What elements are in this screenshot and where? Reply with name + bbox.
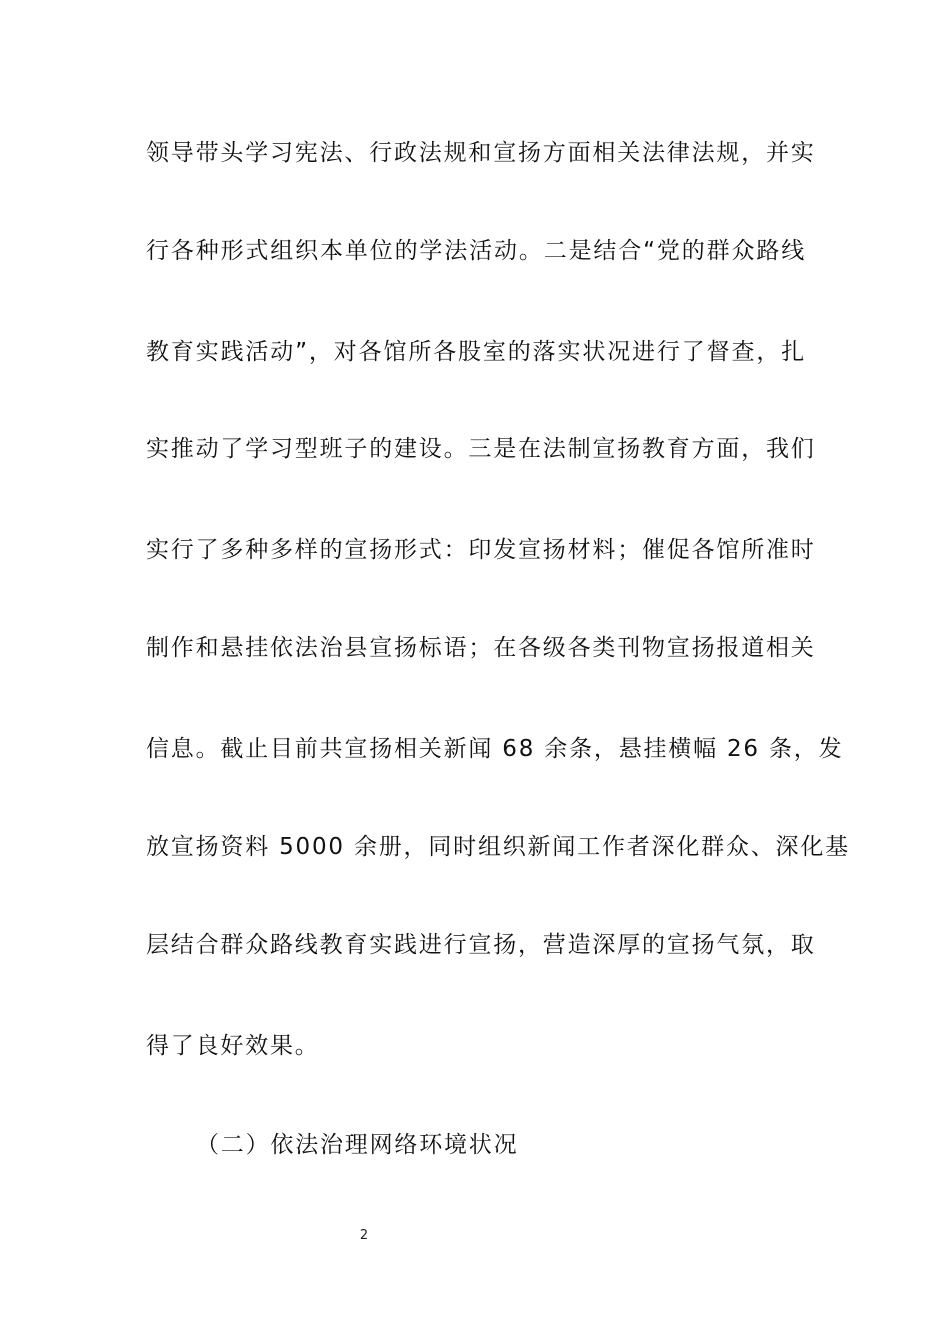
paragraph-line-6: 制作和悬挂依法治县宣扬标语；在各级各类刊物宣扬报道相关	[146, 635, 816, 661]
paragraph-line-9: 层结合群众路线教育实践进行宣扬，营造深厚的宣扬气氛，取	[146, 932, 816, 958]
paragraph-line-10: 得了良好效果。	[146, 1033, 320, 1059]
paragraph-line-1: 领导带头学习宪法、行政法规和宣扬方面相关法律法规，并实	[146, 140, 816, 166]
paragraph-line-4: 实推动了学习型班子的建设。三是在法制宣扬教育方面，我们	[146, 436, 816, 462]
paragraph-line-2: 行各种形式组织本单位的学法活动。二是结合“党的群众路线	[146, 238, 806, 264]
paragraph-line-3: 教育实践活动”，对各馆所各股室的落实状况进行了督查，扎	[146, 339, 806, 365]
page-number: 2	[359, 1228, 369, 1243]
section-heading: （二）依法治理网络环境状况	[196, 1132, 519, 1158]
paragraph-line-8: 放宣扬资料 5000 余册，同时组织新闻工作者深化群众、深化基	[146, 834, 850, 860]
paragraph-line-7: 信息。截止目前共宣扬相关新闻 68 余条，悬挂横幅 26 条，发	[146, 736, 844, 762]
paragraph-line-5: 实行了多种多样的宣扬形式：印发宣扬材料；催促各馆所准时	[146, 537, 816, 563]
